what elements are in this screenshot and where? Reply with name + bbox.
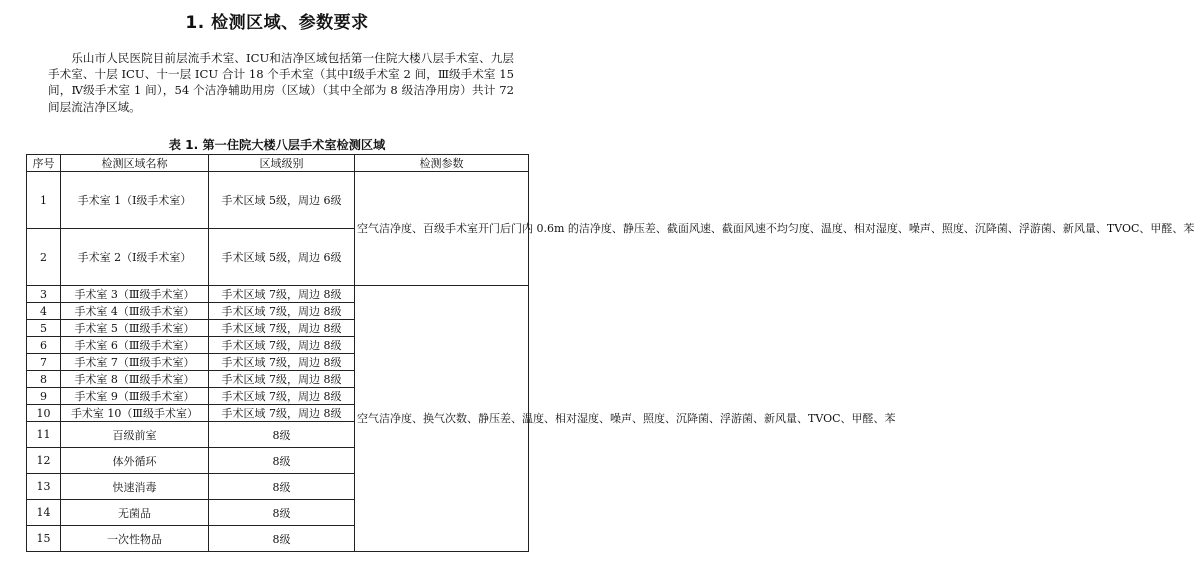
row-area-level: 手术区域 7级，周边 8级 <box>209 371 355 388</box>
intro-paragraph: 乐山市人民医院目前层流手术室、ICU和洁净区域包括第一住院大楼八层手术室、九层手术室、十层 ICU、十一层 ICU 合计 18 个手术室（其中Ⅰ级手术室 2 间，Ⅲ级手术室 15 间，Ⅳ级手术室 1 间），54 个洁净辅助用房（区域）（其中全部为 8 级洁净用房）共计 72 间层流洁净区域。 <box>48 50 514 114</box>
row-no: 15 <box>27 526 61 552</box>
row-area-name: 手术室 7（Ⅲ级手术室） <box>61 354 209 371</box>
row-area-level: 手术区域 7级，周边 8级 <box>209 303 355 320</box>
inspection-table <box>26 154 1194 552</box>
row-no: 11 <box>27 422 61 448</box>
row-area-name: 手术室 10（Ⅲ级手术室） <box>61 405 209 422</box>
row-no: 4 <box>27 303 61 320</box>
row-no: 12 <box>27 448 61 474</box>
row-no: 1 <box>27 172 61 229</box>
header-no: 序号 <box>27 155 61 172</box>
row-area-level: 手术区域 7级，周边 8级 <box>209 337 355 354</box>
row-area-name: 体外循环 <box>61 448 209 474</box>
table-row <box>27 286 529 303</box>
row-no: 14 <box>27 500 61 526</box>
header-area-name: 检测区域名称 <box>61 155 209 172</box>
table-header-row <box>27 155 529 172</box>
row-area-name: 手术室 2（Ⅰ级手术室） <box>61 229 209 286</box>
row-area-name: 手术室 4（Ⅲ级手术室） <box>61 303 209 320</box>
row-area-level: 8级 <box>209 422 355 448</box>
row-area-name: 一次性物品 <box>61 526 209 552</box>
header-params: 检测参数 <box>355 155 529 172</box>
row-no: 6 <box>27 337 61 354</box>
row-no: 7 <box>27 354 61 371</box>
row-area-level: 手术区域 5级，周边 6级 <box>209 229 355 286</box>
row-no: 2 <box>27 229 61 286</box>
row-area-level: 8级 <box>209 474 355 500</box>
row-area-name: 手术室 1（Ⅰ级手术室） <box>61 172 209 229</box>
row-no: 8 <box>27 371 61 388</box>
row-no: 9 <box>27 388 61 405</box>
row-area-name: 手术室 6（Ⅲ级手术室） <box>61 337 209 354</box>
row-area-name: 手术室 5（Ⅲ级手术室） <box>61 320 209 337</box>
row-area-name: 手术室 8（Ⅲ级手术室） <box>61 371 209 388</box>
row-no: 10 <box>27 405 61 422</box>
table-caption: 表 1. 第一住院大楼八层手术室检测区域 <box>168 138 386 152</box>
row-area-level: 手术区域 7级，周边 8级 <box>209 405 355 422</box>
row-area-level: 8级 <box>209 500 355 526</box>
row-area-name: 百级前室 <box>61 422 209 448</box>
row-area-name: 无菌品 <box>61 500 209 526</box>
row-area-name: 快速消毒 <box>61 474 209 500</box>
row-no: 13 <box>27 474 61 500</box>
row-area-level: 手术区域 7级，周边 8级 <box>209 286 355 303</box>
row-area-level: 手术区域 5级，周边 6级 <box>209 172 355 229</box>
row-area-level: 手术区域 7级，周边 8级 <box>209 354 355 371</box>
row-area-name: 手术室 9（Ⅲ级手术室） <box>61 388 209 405</box>
row-area-level: 手术区域 7级，周边 8级 <box>209 320 355 337</box>
row-area-level: 8级 <box>209 448 355 474</box>
params-group-1: 空气洁净度、百级手术室开门后门内 0.6m 的洁净度、静压差、截面风速、截面风速不均匀度、温度、相对湿度、噪声、照度、沉降菌、浮游菌、新风量、TVOC、甲醛、苯 <box>355 172 529 286</box>
row-no: 5 <box>27 320 61 337</box>
params-group-2: 空气洁净度、换气次数、静压差、温度、相对湿度、噪声、照度、沉降菌、浮游菌、新风量、TVOC、甲醛、苯 <box>355 286 529 552</box>
row-area-level: 手术区域 7级，周边 8级 <box>209 388 355 405</box>
row-no: 3 <box>27 286 61 303</box>
section-title: 1. 检测区域、参数要求 <box>185 13 369 33</box>
header-area-level: 区域级别 <box>209 155 355 172</box>
row-area-level: 8级 <box>209 526 355 552</box>
row-area-name: 手术室 3（Ⅲ级手术室） <box>61 286 209 303</box>
table-row <box>27 172 529 229</box>
